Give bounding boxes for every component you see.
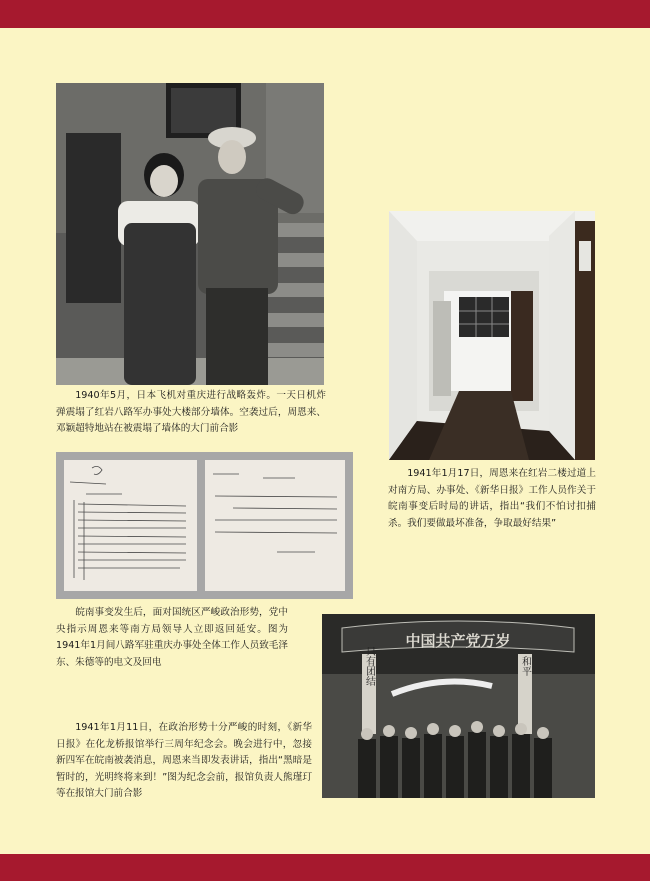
caption-rally: 1941年1月11日，在政治形势十分严峻的时刻，《新华日报》在化龙桥报馆举行三周年纪念会。晚会进行中，忽接新四军在皖南被袭消息，周恩来当即发表讲话，指出“黑暗是暂时的，光明终将来到！”图为纪念会前，报馆负责人熊瑾玎等在报馆大门前合影 xyxy=(56,722,312,799)
caption-photo-couple: 1940年5月，日本飞机对重庆进行战略轰炸。一天日机炸弹震塌了红岩八路军办事处大楼部分墙体。空袭过后，周恩来、邓颖超特地站在被震塌了墙体的大门前合影 xyxy=(56,390,326,434)
telegram-sheet-right xyxy=(205,460,345,591)
top-band xyxy=(0,0,650,28)
rally-pillar-left-text: 只有团结 xyxy=(363,646,375,686)
telegram-manuscripts xyxy=(56,452,353,599)
rally-pillar-right-text: 和平 xyxy=(519,656,531,676)
photo-corridor xyxy=(389,211,595,460)
photo-couple xyxy=(56,83,324,385)
photo-rally xyxy=(322,614,595,798)
caption-telegram: 皖南事变发生后，面对国统区严峻政治形势，党中央指示周恩来等南方局领导人立即返回延安。图为1941年1月间八路军驻重庆办事处全体工作人员致毛泽东、朱德等的电文及回电 xyxy=(56,607,288,668)
telegram-sheet-left xyxy=(64,460,197,591)
rally-banner-text: 中国共产党万岁 xyxy=(405,632,511,650)
bottom-band xyxy=(0,854,650,881)
caption-photo-corridor: 1941年1月17日，周恩来在红岩二楼过道上对南方局、办事处、《新华日报》工作人员作关于皖南事变后时局的讲话，指出“我们不怕讨扣捕杀。我们要做最坏准备，争取最好结果” xyxy=(388,468,596,529)
